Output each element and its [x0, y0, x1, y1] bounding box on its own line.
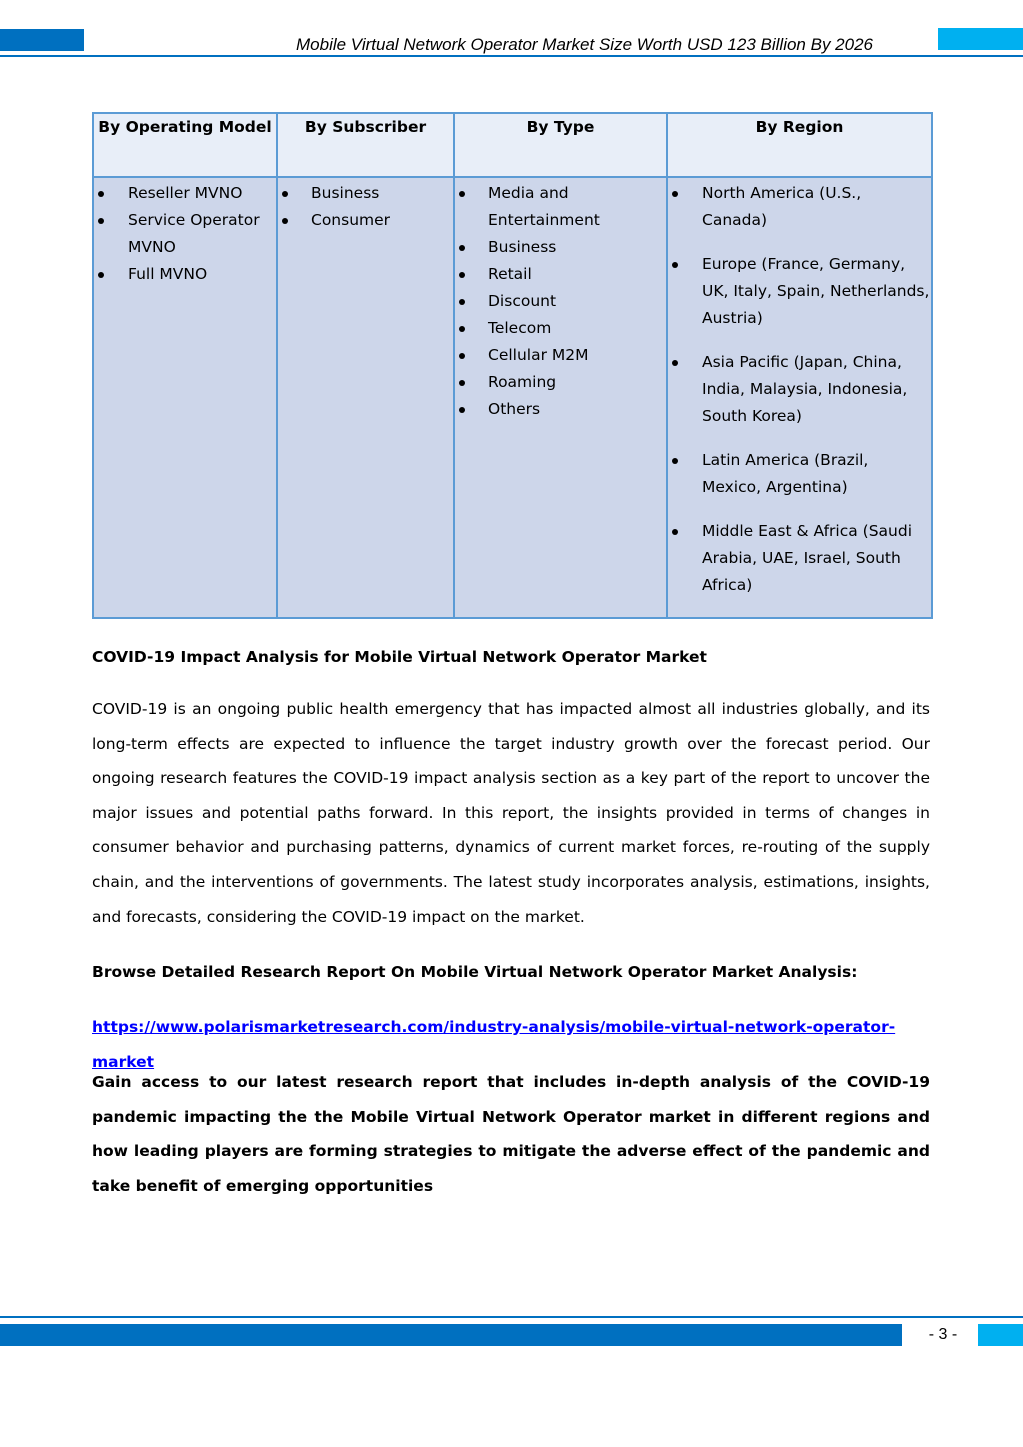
gain-access-paragraph: Gain access to our latest research report that includes in-depth analysis of the COVID-19 pandemic impacting the the Mobile Virtual Network Operator market in different regions and how leading players are forming strategies to mitigate the adverse effect of the pandemic and take benefit of emerging opportunities [92, 1073, 930, 1195]
covid-paragraph: COVID-19 is an ongoing public health emergency that has impacted almost all industries globally, and its long-term effects are expected to influence the target industry growth over the forecast period. Our ongoing research features the COVID-19 impact analysis section as a key part of the report to uncover the major issues and potential paths forward. In this report, the insights provided in terms of changes in consumer behavior and purchasing patterns, dynamics of current market forces, re-routing of the supply chain, and the interventions of governments. The latest study incorporates analysis, estimations, insights, and forecasts, considering the COVID-19 impact on the market. [92, 700, 930, 926]
list-item: Discount [456, 288, 665, 315]
list-item: Cellular M2M [456, 342, 665, 369]
list-item: Telecom [456, 315, 665, 342]
type-cell [454, 177, 667, 618]
list-item: Europe (France, Germany, UK, Italy, Spain, Netherlands, Austria) [669, 251, 930, 332]
list-item: Full MVNO [95, 261, 275, 288]
list-item: Asia Pacific (Japan, China, India, Malaysia, Indonesia, South Korea) [669, 349, 930, 430]
list-item: Business [279, 180, 452, 207]
header-type: By Type [454, 113, 667, 177]
list-item: Consumer [279, 207, 452, 234]
report-link[interactable]: https://www.polarismarketresearch.com/industry-analysis/mobile-virtual-network-operator-market [92, 1018, 896, 1071]
footer-accent-bar-right [978, 1324, 1023, 1346]
header-rule [0, 55, 1023, 57]
list-item: Middle East & Africa (Saudi Arabia, UAE, Israel, South Africa) [669, 518, 930, 599]
list-item: Retail [456, 261, 665, 288]
list-item: Roaming [456, 369, 665, 396]
document-header-title: Mobile Virtual Network Operator Market Size Worth USD 123 Billion By 2026 [296, 35, 873, 54]
header-operating-model: By Operating Model [93, 113, 277, 177]
header-accent-bar-left [0, 29, 84, 51]
region-cell [667, 177, 932, 618]
footer-accent-bar-left [0, 1324, 902, 1346]
header-accent-bar-right [938, 28, 1023, 50]
header-subscriber: By Subscriber [277, 113, 454, 177]
operating-model-cell [93, 177, 277, 618]
list-item: North America (U.S., Canada) [669, 180, 930, 234]
table-row [93, 177, 932, 618]
subscriber-cell [277, 177, 454, 618]
covid-section-heading: COVID-19 Impact Analysis for Mobile Virtual Network Operator Market [92, 648, 707, 666]
list-item: Reseller MVNO [95, 180, 275, 207]
segmentation-table [92, 112, 933, 619]
list-item: Others [456, 396, 665, 423]
browse-report-label: Browse Detailed Research Report On Mobile Virtual Network Operator Market Analysis: [92, 963, 858, 981]
header-region: By Region [667, 113, 932, 177]
list-item: Service Operator MVNO [95, 207, 275, 261]
list-item: Latin America (Brazil, Mexico, Argentina) [669, 447, 930, 501]
list-item: Business [456, 234, 665, 261]
table-header-row [93, 113, 932, 177]
page-number: - 3 - [928, 1326, 958, 1343]
footer-rule [0, 1316, 1023, 1318]
list-item: Media and Entertainment [456, 180, 665, 234]
